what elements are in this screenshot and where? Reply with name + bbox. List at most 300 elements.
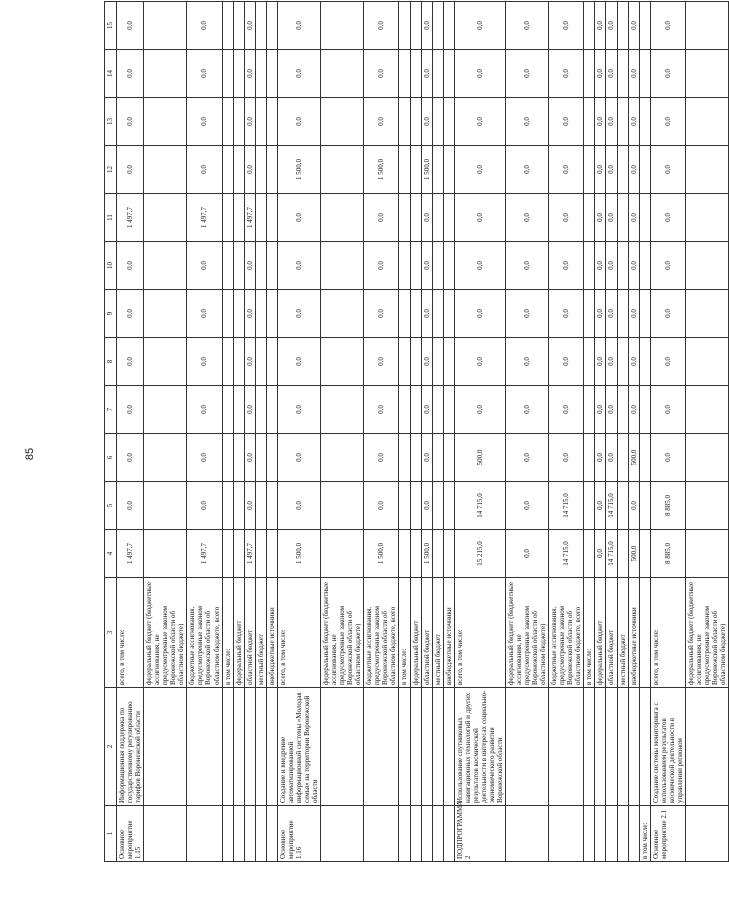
- amount-cell: 0,0: [628, 98, 639, 146]
- funding-source-cell: всего, в том числе:: [117, 578, 144, 688]
- amount-cell: 0,0: [117, 242, 144, 290]
- table-row: [432, 2, 443, 862]
- amount-cell: [432, 242, 443, 290]
- table-row: [399, 2, 410, 862]
- amount-cell: 0,0: [628, 338, 639, 386]
- funding-source-cell: федеральный бюджет: [410, 578, 421, 688]
- amount-cell: [443, 50, 454, 98]
- amount-cell: 0,0: [595, 2, 606, 50]
- amount-cell: [685, 482, 728, 530]
- amount-cell: 0,0: [364, 242, 399, 290]
- amount-cell: [233, 50, 244, 98]
- amount-cell: 0,0: [244, 98, 255, 146]
- activity-code-cell: [606, 806, 617, 862]
- column-header-2: 2: [105, 688, 117, 806]
- amount-cell: 1 497,7: [244, 194, 255, 242]
- amount-cell: [144, 290, 187, 338]
- activity-code-cell: [584, 806, 595, 862]
- amount-cell: [584, 290, 595, 338]
- funding-source-cell: местный бюджет: [432, 578, 443, 688]
- amount-cell: 0,0: [454, 290, 505, 338]
- amount-cell: 0,0: [117, 386, 144, 434]
- amount-cell: [639, 530, 650, 578]
- amount-cell: [639, 290, 650, 338]
- amount-cell: [321, 2, 364, 50]
- amount-cell: 0,0: [454, 2, 505, 50]
- amount-cell: 14 715,0: [606, 482, 617, 530]
- amount-cell: [443, 146, 454, 194]
- amount-cell: 0,0: [628, 482, 639, 530]
- activity-code-cell: Основное мероприятие 1.15: [117, 806, 144, 862]
- amount-cell: 0,0: [628, 50, 639, 98]
- amount-cell: [321, 530, 364, 578]
- amount-cell: 0,0: [650, 386, 685, 434]
- amount-cell: 1 497,7: [117, 530, 144, 578]
- amount-cell: 0,0: [650, 290, 685, 338]
- amount-cell: [410, 434, 421, 482]
- amount-cell: [144, 338, 187, 386]
- amount-cell: [266, 290, 277, 338]
- amount-cell: [584, 50, 595, 98]
- table-row: [244, 2, 255, 862]
- column-header-10: 10: [105, 242, 117, 290]
- amount-cell: 0,0: [421, 482, 432, 530]
- amount-cell: 0,0: [606, 2, 617, 50]
- amount-cell: 0,0: [505, 386, 548, 434]
- amount-cell: [144, 2, 187, 50]
- amount-cell: [685, 50, 728, 98]
- funding-source-cell: в том числе:: [399, 578, 410, 688]
- amount-cell: [255, 530, 266, 578]
- amount-cell: [685, 434, 728, 482]
- amount-cell: 1 500,0: [421, 530, 432, 578]
- amount-cell: 0,0: [117, 482, 144, 530]
- table-row: [606, 2, 617, 862]
- amount-cell: [685, 98, 728, 146]
- amount-cell: 0,0: [117, 290, 144, 338]
- amount-cell: [399, 194, 410, 242]
- activity-name-cell: Использование спутниковых навигационных технологий и других результатов космической деятельности в интересах социально-экономического развития Воронежской области: [454, 688, 505, 806]
- amount-cell: [266, 2, 277, 50]
- amount-cell: [685, 338, 728, 386]
- activity-code-cell: [505, 806, 548, 862]
- amount-cell: [233, 98, 244, 146]
- amount-cell: 0,0: [277, 98, 320, 146]
- amount-cell: [144, 482, 187, 530]
- amount-cell: [639, 98, 650, 146]
- amount-cell: 0,0: [244, 290, 255, 338]
- amount-cell: [443, 482, 454, 530]
- amount-cell: [639, 146, 650, 194]
- amount-cell: [685, 194, 728, 242]
- table-row: [277, 2, 320, 862]
- funding-source-cell: областной бюджет: [421, 578, 432, 688]
- amount-cell: 0,0: [505, 146, 548, 194]
- column-header-8: 8: [105, 338, 117, 386]
- amount-cell: 0,0: [628, 194, 639, 242]
- amount-cell: [685, 290, 728, 338]
- activity-name-cell: [255, 688, 266, 806]
- amount-cell: 0,0: [454, 338, 505, 386]
- amount-cell: 0,0: [595, 386, 606, 434]
- amount-cell: 0,0: [244, 242, 255, 290]
- amount-cell: 0,0: [595, 242, 606, 290]
- table-row: [685, 2, 728, 862]
- amount-cell: [639, 242, 650, 290]
- activity-name-cell: [606, 688, 617, 806]
- amount-cell: [255, 482, 266, 530]
- table-row: [584, 2, 595, 862]
- amount-cell: [222, 194, 233, 242]
- activity-code-cell: ПОДПРОГРАММА 2: [454, 806, 505, 862]
- amount-cell: 0,0: [595, 482, 606, 530]
- amount-cell: [617, 194, 628, 242]
- table-row: [233, 2, 244, 862]
- amount-cell: [266, 482, 277, 530]
- amount-cell: 0,0: [421, 98, 432, 146]
- column-header-4: 4: [105, 530, 117, 578]
- amount-cell: 0,0: [187, 98, 222, 146]
- amount-cell: [584, 338, 595, 386]
- amount-cell: 0,0: [549, 98, 584, 146]
- activity-name-cell: [549, 688, 584, 806]
- amount-cell: 0,0: [606, 98, 617, 146]
- amount-cell: [617, 482, 628, 530]
- amount-cell: 0,0: [187, 146, 222, 194]
- activity-name-cell: [222, 688, 233, 806]
- activity-name-cell: Создание системы мониторинга с использованием результатов космической деятельности в управлении регионом: [650, 688, 685, 806]
- activity-code-cell: [144, 806, 187, 862]
- amount-cell: [410, 482, 421, 530]
- amount-cell: [255, 434, 266, 482]
- amount-cell: [233, 386, 244, 434]
- amount-cell: [144, 386, 187, 434]
- amount-cell: 0,0: [549, 50, 584, 98]
- amount-cell: 0,0: [277, 338, 320, 386]
- amount-cell: 500,0: [628, 434, 639, 482]
- amount-cell: 0,0: [606, 242, 617, 290]
- amount-cell: [443, 386, 454, 434]
- amount-cell: [432, 194, 443, 242]
- amount-cell: [233, 434, 244, 482]
- amount-cell: 0,0: [421, 338, 432, 386]
- activity-name-cell: [432, 688, 443, 806]
- amount-cell: [222, 386, 233, 434]
- amount-cell: [639, 434, 650, 482]
- amount-cell: 0,0: [454, 98, 505, 146]
- amount-cell: 0,0: [117, 2, 144, 50]
- funding-source-cell: федеральный бюджет (бюджетные ассигнования, не предусмотренные законом Воронежской области об областном бюджете): [144, 578, 187, 688]
- amount-cell: [617, 146, 628, 194]
- amount-cell: [443, 530, 454, 578]
- amount-cell: [222, 290, 233, 338]
- amount-cell: [222, 530, 233, 578]
- amount-cell: 0,0: [244, 50, 255, 98]
- amount-cell: 0,0: [364, 290, 399, 338]
- table-row: [628, 2, 639, 862]
- funding-source-cell: областной бюджет: [606, 578, 617, 688]
- amount-cell: [410, 386, 421, 434]
- amount-cell: 1 500,0: [421, 146, 432, 194]
- amount-cell: 0,0: [505, 194, 548, 242]
- amount-cell: [222, 146, 233, 194]
- amount-cell: 0,0: [277, 290, 320, 338]
- amount-cell: [617, 386, 628, 434]
- amount-cell: 0,0: [595, 434, 606, 482]
- amount-cell: [617, 434, 628, 482]
- amount-cell: 0,0: [650, 434, 685, 482]
- amount-cell: [443, 290, 454, 338]
- amount-cell: 0,0: [628, 386, 639, 434]
- amount-cell: [321, 242, 364, 290]
- amount-cell: 0,0: [650, 2, 685, 50]
- table-body: [117, 2, 729, 862]
- amount-cell: [321, 338, 364, 386]
- amount-cell: 0,0: [650, 338, 685, 386]
- amount-cell: [584, 386, 595, 434]
- amount-cell: 0,0: [628, 2, 639, 50]
- column-header-3: 3: [105, 578, 117, 688]
- amount-cell: 0,0: [505, 338, 548, 386]
- amount-cell: [432, 530, 443, 578]
- amount-cell: 14 715,0: [549, 530, 584, 578]
- table-row: [421, 2, 432, 862]
- amount-cell: 0,0: [628, 146, 639, 194]
- column-header-14: 14: [105, 50, 117, 98]
- amount-cell: [584, 482, 595, 530]
- table-row: [255, 2, 266, 862]
- amount-cell: [144, 146, 187, 194]
- amount-cell: 0,0: [421, 194, 432, 242]
- amount-cell: [233, 194, 244, 242]
- amount-cell: [144, 50, 187, 98]
- amount-cell: [410, 530, 421, 578]
- amount-cell: [432, 482, 443, 530]
- amount-cell: [222, 2, 233, 50]
- table-row: [364, 2, 399, 862]
- column-header-7: 7: [105, 386, 117, 434]
- amount-cell: [685, 530, 728, 578]
- amount-cell: 0,0: [595, 338, 606, 386]
- amount-cell: 0,0: [454, 146, 505, 194]
- page-number: 85: [24, 447, 36, 461]
- activity-name-cell: Создание и внедрение автоматизированной информационной системы «Молодая семья» на территории Воронежской области: [277, 688, 320, 806]
- activity-name-cell: [410, 688, 421, 806]
- amount-cell: [443, 2, 454, 50]
- amount-cell: [255, 98, 266, 146]
- amount-cell: [399, 98, 410, 146]
- table-row: [549, 2, 584, 862]
- amount-cell: [410, 194, 421, 242]
- funding-source-cell: внебюджетные источники: [266, 578, 277, 688]
- amount-cell: [233, 482, 244, 530]
- amount-cell: 0,0: [549, 290, 584, 338]
- amount-cell: 0,0: [595, 50, 606, 98]
- amount-cell: 0,0: [549, 242, 584, 290]
- amount-cell: [266, 194, 277, 242]
- amount-cell: 0,0: [549, 2, 584, 50]
- amount-cell: [617, 530, 628, 578]
- amount-cell: 0,0: [187, 338, 222, 386]
- amount-cell: [584, 194, 595, 242]
- amount-cell: 0,0: [505, 290, 548, 338]
- amount-cell: 0,0: [454, 386, 505, 434]
- amount-cell: [617, 2, 628, 50]
- activity-name-cell: [144, 688, 187, 806]
- amount-cell: 0,0: [244, 434, 255, 482]
- activity-name-cell: [233, 688, 244, 806]
- amount-cell: 14 715,0: [549, 482, 584, 530]
- amount-cell: 0,0: [364, 50, 399, 98]
- rotated-table-container: [104, 21, 728, 862]
- funding-source-cell: местный бюджет: [617, 578, 628, 688]
- amount-cell: [399, 434, 410, 482]
- activity-name-cell: [244, 688, 255, 806]
- amount-cell: 0,0: [606, 146, 617, 194]
- amount-cell: 14 715,0: [606, 530, 617, 578]
- amount-cell: 0,0: [277, 482, 320, 530]
- amount-cell: 0,0: [628, 242, 639, 290]
- amount-cell: 0,0: [277, 194, 320, 242]
- amount-cell: [685, 2, 728, 50]
- activity-name-cell: [421, 688, 432, 806]
- column-header-11: 11: [105, 194, 117, 242]
- activity-code-cell: [187, 806, 222, 862]
- column-header-12: 12: [105, 146, 117, 194]
- amount-cell: [399, 242, 410, 290]
- activity-code-cell: Основное мероприятие 2.1: [650, 806, 685, 862]
- amount-cell: 0,0: [454, 194, 505, 242]
- funding-source-cell: бюджетные ассигнования, предусмотренные законом Воронежской области об областном бюджете, всего: [364, 578, 399, 688]
- funding-source-cell: в том числе:: [584, 578, 595, 688]
- amount-cell: 0,0: [505, 434, 548, 482]
- activity-code-cell: [432, 806, 443, 862]
- amount-cell: [399, 386, 410, 434]
- amount-cell: 0,0: [650, 98, 685, 146]
- amount-cell: [266, 530, 277, 578]
- amount-cell: 0,0: [606, 386, 617, 434]
- amount-cell: [399, 2, 410, 50]
- amount-cell: 0,0: [421, 434, 432, 482]
- amount-cell: 0,0: [505, 50, 548, 98]
- amount-cell: [222, 50, 233, 98]
- amount-cell: [639, 194, 650, 242]
- amount-cell: [639, 386, 650, 434]
- activity-name-cell: Информационная поддержка по государственному регулированию тарифов Воронежской области: [117, 688, 144, 806]
- amount-cell: 0,0: [421, 386, 432, 434]
- funding-source-cell: федеральный бюджет: [233, 578, 244, 688]
- amount-cell: [266, 146, 277, 194]
- funding-source-cell: бюджетные ассигнования, предусмотренные законом Воронежской области об областном бюджете, всего: [187, 578, 222, 688]
- amount-cell: [399, 290, 410, 338]
- amount-cell: [255, 386, 266, 434]
- amount-cell: 0,0: [187, 50, 222, 98]
- amount-cell: [266, 386, 277, 434]
- amount-cell: [321, 290, 364, 338]
- amount-cell: [233, 530, 244, 578]
- activity-code-cell: [421, 806, 432, 862]
- activity-name-cell: [685, 688, 728, 806]
- amount-cell: [144, 242, 187, 290]
- amount-cell: [255, 2, 266, 50]
- amount-cell: [144, 434, 187, 482]
- funding-source-cell: всего, в том числе:: [650, 578, 685, 688]
- amount-cell: 0,0: [650, 50, 685, 98]
- amount-cell: [410, 242, 421, 290]
- amount-cell: 0,0: [505, 482, 548, 530]
- amount-cell: [222, 338, 233, 386]
- amount-cell: 0,0: [244, 2, 255, 50]
- funding-source-cell: в том числе:: [222, 578, 233, 688]
- activity-code-cell: [685, 806, 728, 862]
- activity-code-cell: [255, 806, 266, 862]
- activity-code-cell: [549, 806, 584, 862]
- amount-cell: [255, 194, 266, 242]
- amount-cell: [144, 98, 187, 146]
- amount-cell: 15 215,0: [454, 530, 505, 578]
- table-row: [617, 2, 628, 862]
- amount-cell: 0,0: [549, 146, 584, 194]
- activity-code-cell: [222, 806, 233, 862]
- table-row: [321, 2, 364, 862]
- amount-cell: [266, 50, 277, 98]
- amount-cell: [584, 530, 595, 578]
- activity-code-cell: [399, 806, 410, 862]
- funding-source-cell: внебюджетные источники: [628, 578, 639, 688]
- amount-cell: 0,0: [364, 2, 399, 50]
- amount-cell: [233, 2, 244, 50]
- activity-code-cell: Основное мероприятие 1.16: [277, 806, 320, 862]
- amount-cell: 0,0: [606, 290, 617, 338]
- activity-name-cell: [266, 688, 277, 806]
- activity-code-cell: [443, 806, 454, 862]
- table-row: [505, 2, 548, 862]
- amount-cell: 0,0: [364, 98, 399, 146]
- amount-cell: 0,0: [628, 290, 639, 338]
- amount-cell: 0,0: [117, 146, 144, 194]
- amount-cell: 0,0: [277, 2, 320, 50]
- amount-cell: [399, 50, 410, 98]
- amount-cell: [432, 386, 443, 434]
- activity-code-cell: [410, 806, 421, 862]
- amount-cell: 0,0: [117, 434, 144, 482]
- amount-cell: [443, 194, 454, 242]
- amount-cell: 1 497,7: [244, 530, 255, 578]
- amount-cell: 500,0: [628, 530, 639, 578]
- amount-cell: [432, 290, 443, 338]
- amount-cell: 1 500,0: [277, 530, 320, 578]
- amount-cell: 0,0: [505, 98, 548, 146]
- header-row: [105, 2, 117, 862]
- amount-cell: 0,0: [606, 50, 617, 98]
- funding-source-cell: федеральный бюджет (бюджетные ассигнования, не предусмотренные законом Воронежской области об областном бюджете): [505, 578, 548, 688]
- amount-cell: [399, 146, 410, 194]
- amount-cell: [410, 290, 421, 338]
- funding-source-cell: внебюджетные источники: [443, 578, 454, 688]
- activity-name-cell: [639, 688, 650, 806]
- table-row: [443, 2, 454, 862]
- amount-cell: 0,0: [364, 194, 399, 242]
- amount-cell: [144, 194, 187, 242]
- column-header-15: 15: [105, 2, 117, 50]
- amount-cell: [233, 290, 244, 338]
- amount-cell: 0,0: [505, 242, 548, 290]
- amount-cell: 1 497,7: [117, 194, 144, 242]
- amount-cell: 1 500,0: [364, 530, 399, 578]
- amount-cell: 0,0: [650, 242, 685, 290]
- amount-cell: [144, 530, 187, 578]
- budget-table: [104, 1, 729, 862]
